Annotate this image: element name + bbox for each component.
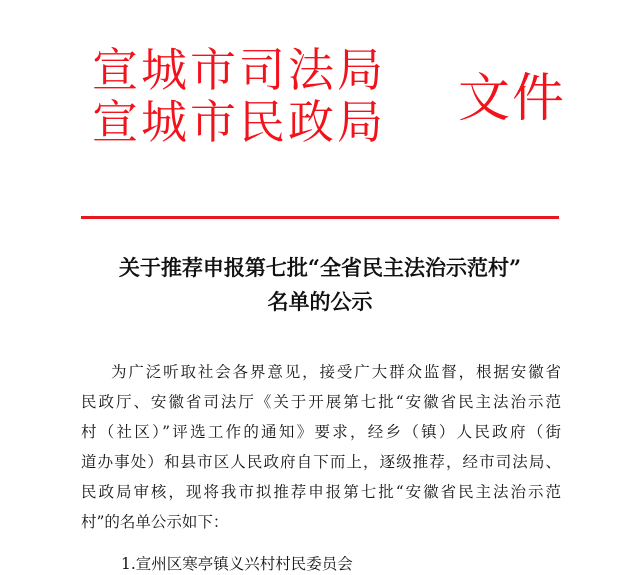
red-header: [92, 43, 572, 156]
document-title-line-1: 关于推荐申报第七批“全省民主法治示范村”: [118, 255, 522, 280]
body-paragraph: [81, 357, 561, 537]
body-line: 民政厅、安徽省司法厅《关于开展第七批“安徽省民主法治示范: [81, 393, 561, 411]
body-line: 村”的名单公示如下：: [81, 513, 229, 531]
document-label: 文件: [458, 69, 567, 129]
red-divider: [81, 216, 559, 219]
body-line: 为广泛听取社会各界意见，接受广大群众监督，根据安徽省: [111, 363, 561, 381]
document-title-line-2: 名单的公示: [267, 289, 373, 314]
list-item: 1.宣州区寒亭镇义兴村村民委员会: [121, 555, 353, 573]
body-line: 民政局审核，现将我市拟推荐申报第七批“安徽省民主法治示范: [81, 483, 561, 501]
issuer-line-1: 宣城市司法局: [92, 43, 386, 97]
body-line: 道办事处）和县市区人民政府自下而上，逐级推荐，经市司法局、: [81, 453, 561, 471]
issuer-line-2: 宣城市民政局: [92, 95, 386, 149]
body-line: 村（社区）”评选工作的通知》要求，经乡（镇）人民政府（街: [81, 423, 561, 441]
